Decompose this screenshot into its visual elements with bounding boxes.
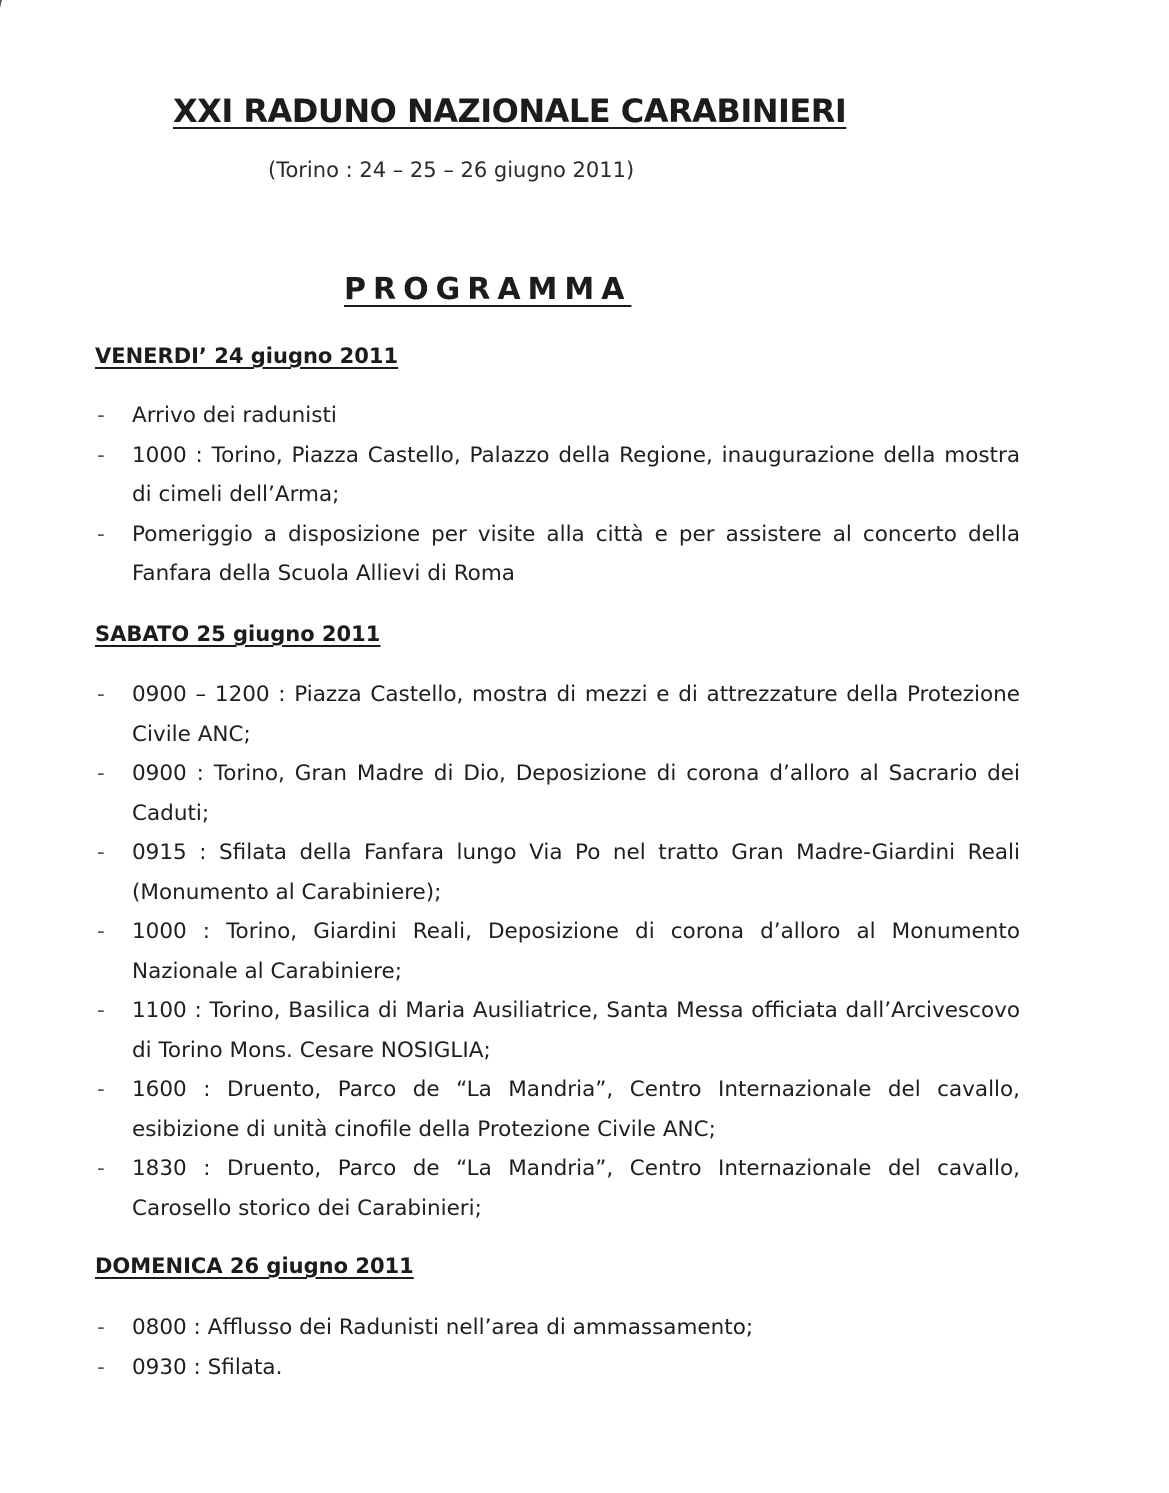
list-item [95, 1308, 1020, 1348]
day-heading-friday: VENERDI’ 24 giugno 2011 [95, 344, 399, 368]
list-item-text: 1000 : Torino, Piazza Castello, Palazzo della Regione, inaugurazione della mostra di cimeli dell’Arma; [132, 442, 1020, 507]
bullet-dash: - [97, 1077, 105, 1102]
bullet-dash: - [97, 761, 105, 786]
day-heading-sunday: DOMENICA 26 giugno 2011 [95, 1254, 414, 1278]
bullet-dash: - [97, 998, 105, 1023]
program-heading: PROGRAMMA [344, 272, 632, 307]
list-item-text: 1600 : Druento, Parco de “La Mandria”, Centro Internazionale del cavallo, esibizione di unità cinofile della Protezione Civile ANC; [132, 1077, 1020, 1142]
list-item [95, 396, 1020, 436]
list-item-text: 0900 : Torino, Gran Madre di Dio, Deposizione di corona d’alloro al Sacrario dei Caduti; [132, 761, 1020, 826]
list-item [95, 436, 1020, 515]
day-heading-saturday: SABATO 25 giugno 2011 [95, 622, 381, 646]
list-item [95, 833, 1020, 912]
bullet-dash: - [97, 1354, 105, 1380]
bullet-dash: - [97, 1315, 105, 1340]
sunday-list [95, 1308, 1020, 1387]
bullet-dash: - [97, 1156, 105, 1181]
list-item-text: 0930 : Sfilata. [132, 1354, 283, 1380]
list-item [95, 1149, 1020, 1228]
list-item-text: Pomeriggio a disposizione per visite alla città e per assistere al concerto della Fanfara della Scuola Allievi di Roma [132, 521, 1020, 586]
bullet-dash: - [97, 682, 105, 707]
list-item-text: 0915 : Sfilata della Fanfara lungo Via Po nel tratto Gran Madre-Giardini Reali (Monumento al Carabiniere); [132, 840, 1020, 905]
document-title: XXI RADUNO NAZIONALE CARABINIERI [173, 92, 847, 130]
list-item [95, 1348, 1020, 1388]
list-item-text: 1100 : Torino, Basilica di Maria Ausiliatrice, Santa Messa officiata dall’Arcivescovo di Torino Mons. Cesare NOSIGLIA; [132, 998, 1020, 1063]
list-item-text: 0800 : Afflusso dei Radunisti nell’area di ammassamento; [132, 1315, 754, 1340]
list-item [95, 675, 1020, 754]
bullet-dash: - [97, 919, 105, 944]
list-item [95, 991, 1020, 1070]
bullet-dash: - [97, 403, 105, 428]
list-item [95, 1070, 1020, 1149]
bullet-dash: - [97, 840, 105, 865]
friday-list [95, 396, 1020, 594]
list-item-text: Arrivo dei radunisti [132, 403, 337, 428]
list-item [95, 754, 1020, 833]
bullet-dash: - [97, 521, 105, 547]
list-item [95, 912, 1020, 991]
bullet-dash: - [97, 442, 105, 468]
scan-corner-mark [0, 0, 14, 40]
document-subtitle: (Torino : 24 – 25 – 26 giugno 2011) [268, 158, 635, 182]
list-item-text: 0900 – 1200 : Piazza Castello, mostra di mezzi e di attrezzature della Protezione Civile ANC; [132, 682, 1020, 747]
list-item-text: 1830 : Druento, Parco de “La Mandria”, Centro Internazionale del cavallo, Carosello storico dei Carabinieri; [132, 1156, 1020, 1221]
list-item [95, 515, 1020, 594]
list-item-text: 1000 : Torino, Giardini Reali, Deposizione di corona d’alloro al Monumento Nazionale al Carabiniere; [132, 919, 1020, 984]
saturday-list [95, 675, 1020, 1228]
